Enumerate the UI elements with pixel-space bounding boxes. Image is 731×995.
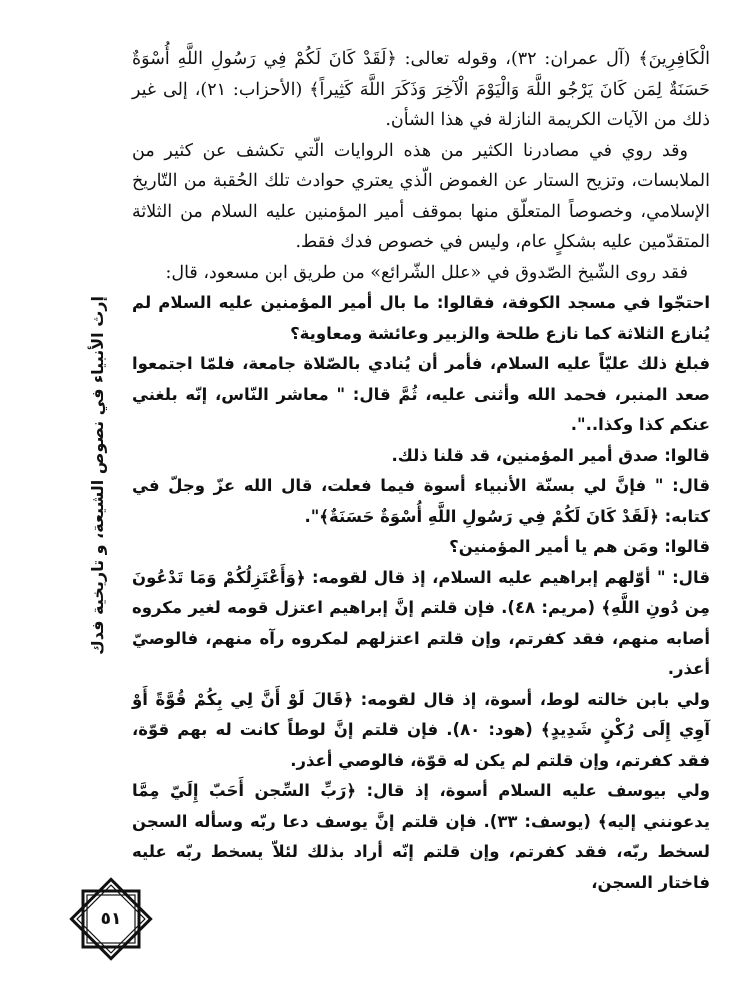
quote-paragraph: ولي بيوسف عليه السلام أسوة، إذ قال: ﴿رَبِّ السِّجن أَحَبّ إِلَيّ مِمَّا يدعونني إليه﴾ (يوسف: ٣٣). فإن قلتم إنَّ يوسف دعا ربّه وسأله السجن لسخط ربّه، فقد كفرتم، وإن قلتم إنّه أراد بذلك لئلاّ يسخط ربّه عليه فاختار السجن، xyxy=(132,781,710,892)
page-number: ٥١ xyxy=(100,909,122,929)
quote-paragraph: قال: " أوّلهم إبراهيم عليه السلام، إذ قال لقومه: ﴿وَأَعْتَزِلُكُمْ وَمَا تَدْعُونَ مِن دُونِ اللَّهِ﴾ (مريم: ٤٨). فإن قلتم إنَّ إبراهيم اعتزل قومه لغير مكروه أصابه منهم، فقد كفرتم، وإن قلتم اعتزلهم لمكروه رآه منهم، فالوصيّ أعذر. xyxy=(132,567,710,678)
quote-paragraph: فبلغ ذلك عليّاً عليه السلام، فأمر أن يُنادي بالصّلاة جامعة، فلمّا اجتمعوا صعد المنبر، فحمد الله وأثنى عليه، ثُمَّ قال: " معاشر النّاس، إنّه بلغني عنكم كذا وكذا..". xyxy=(132,354,710,434)
quote-paragraph: قالوا: صدق أمير المؤمنين، قد قلنا ذلك. xyxy=(391,445,710,465)
quote-paragraph: قالوا: ومَن هم يا أمير المؤمنين؟ xyxy=(449,537,710,556)
quote-paragraph: احتجّوا في مسجد الكوفة، فقالوا: ما بال أمير المؤمنين عليه السلام لم يُنازع الثلاثة كما نازع طلحة والزبير وعائشة ومعاوية؟ xyxy=(132,293,710,343)
page-body xyxy=(132,44,710,898)
quote-paragraph: ولي بابن خالته لوط، أسوة، إذ قال لقومه: ﴿قَالَ لَوْ أَنَّ لِي بِكُمْ قُوَّةً أَوْ آوِي إِلَى رُكْنٍ شَدِيدٍ﴾ (هود: ٨٠). فإن قلتم إنَّ لوطاً كانت له بهم قوّة، فقد كفرتم، وإن قلتم لم يكن له قوّة، فالوصي أعذر. xyxy=(132,689,710,770)
paragraph: وقد روي في مصادرنا الكثير من هذه الروايات الّتي تكشف عن كثير من الملابسات، وتزيح الستار عن الغموض الّذي يعتري حوادث تلك الحُقبة من التّاريخ الإسلامي، وخصوصاً المتعلّق منها بموقف أمير المؤمنين عليه السلام من الثلاثة المتقدّمين عليه بشكلٍ عام، وليس في خصوص فدك فقط. xyxy=(132,140,710,252)
quote-paragraph: قال: " فإنَّ لي بسنّة الأنبياء أسوة فيما فعلت، قال الله عزّ وجلّ في كتابه: ﴿لَقَدْ كَانَ لَكُمْ فِي رَسُولِ اللَّهِ أُسْوَةٌ حَسَنَةٌ﴾". xyxy=(132,476,710,526)
paragraph: فقد روى الشّيخ الصّدوق في «علل الشّرائع» من طريق ابن مسعود، قال: xyxy=(165,262,688,283)
paragraph: الْكَافِرِينَ﴾ (آل عمران: ٣٢)، وقوله تعالى: ﴿لَقَدْ كَانَ لَكُمْ فِي رَسُولِ اللَّهِ أُسْوَةٌ حَسَنَةٌ لِمَن كَانَ يَرْجُو اللَّهَ وَالْيَوْمَ الْآخِرَ وَذَكَرَ اللَّهَ كَثِيراً﴾ (الأحزاب: ٢١)، إلى غير ذلك من الآيات الكريمة النازلة في هذا الشأن. xyxy=(132,49,711,130)
running-title: إرث الأنبياء في نصوص الشيعة، و تاريخية فدك xyxy=(88,296,107,655)
